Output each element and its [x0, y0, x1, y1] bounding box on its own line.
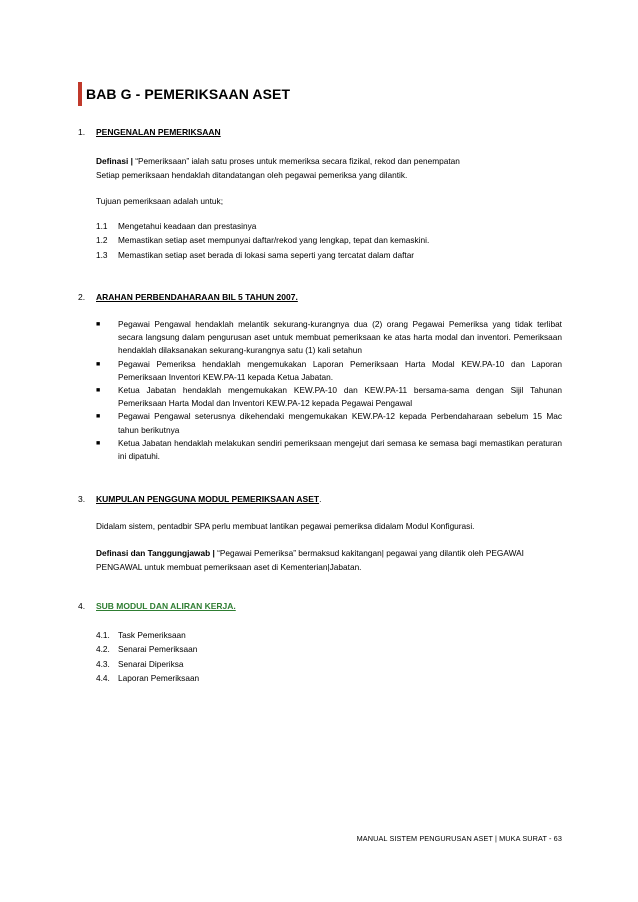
bullet-item: ■ Pegawai Pengawal seterusnya dikehendaki mengemukakan KEW.PA-12 kepada Perbendaharaan sebelum 15 Mac tahun berikutnya [96, 411, 562, 435]
square-bullet-icon: ■ [96, 387, 101, 395]
definition-label: Definasi dan Tanggungjawab | [96, 548, 215, 558]
section-4-list [96, 628, 199, 685]
section-2-heading [96, 292, 298, 302]
definition-text-2: Setiap pemeriksaan hendaklah ditandatangan oleh pegawai pemeriksa yang dilantik. [96, 170, 408, 180]
list-item: 4.3. Senarai Diperiksa [96, 658, 184, 669]
bullet-item: ■ Pegawai Pemeriksa hendaklah mengemukakan Laporan Pemeriksaan Harta Modal KEW.PA-10 dan Laporan Pemeriksaan Inventori KEW.PA-11 kepada Ketua Jabatan. [96, 358, 562, 382]
section-1-heading [96, 127, 221, 137]
list-item: 1.3 Memastikan setiap aset berada di lokasi sama seperti yang tercatat dalam daftar [96, 249, 415, 260]
page-footer: MANUAL SISTEM PENGURUSAN ASET | MUKA SURAT - 63 [356, 834, 562, 843]
list-item: 1.1 Mengetahui keadaan dan prestasinya [96, 221, 257, 231]
bullet-item: ■ Ketua Jabatan hendaklah mengemukakan KEW.PA-10 dan KEW.PA-11 bersama-sama dengan Sijil Tahunan Pemeriksaan Harta Modal dan Inventori KEW.PA-12 kepada Pegawai Pengawal [96, 385, 562, 409]
square-bullet-icon: ■ [96, 439, 101, 447]
chapter-title-block [78, 82, 290, 106]
list-item: 4.2. Senarai Pemeriksaan [96, 644, 198, 655]
section-1-purpose: Tujuan pemeriksaan adalah untuk; [96, 196, 223, 206]
list-item: 4.4. Laporan Pemeriksaan [96, 672, 200, 683]
chapter-title: BAB G - PEMERIKSAAN ASET [86, 86, 291, 102]
bullet-item: ■ Pegawai Pengawal hendaklah melantik sekurang-kurangnya dua (2) orang Pegawai Pemeriksa yang tidak terlibat secara langsung dalam pengurusan aset untuk membuat pemeriksaan ke atas harta modal dan inventori. Pemeriksaan hendaklah dilaksanakan sekurang-kurangnya satu (1) kali setahun [96, 319, 562, 356]
section-1-list [96, 219, 429, 262]
definition-text: “Pegawai Pemeriksa” bermaksud kakitangan| pegawai yang dilantik oleh PEGAWAI [214, 548, 524, 558]
section-1-number: 1. [78, 127, 86, 137]
section-2-number: 2. [78, 292, 86, 302]
section-4-heading [96, 601, 236, 611]
section-3-number: 3. [78, 494, 86, 504]
definition-text-2: PENGAWAL untuk membuat pemeriksaan aset di Kementerian|Jabatan. [96, 562, 362, 572]
section-3-heading: KUMPULAN PENGGUNA MODUL PEMERIKSAAN ASET. [96, 494, 322, 504]
definition-label: Definasi | [96, 156, 133, 166]
section-2-bullet-list [96, 318, 562, 463]
square-bullet-icon: ■ [96, 413, 101, 421]
square-bullet-icon: ■ [96, 321, 101, 328]
list-item: 1.2 Memastikan setiap aset mempunyai daftar/rekod yang lengkap, tepat dan kemaskini. [96, 235, 430, 246]
section-1-definition [96, 154, 561, 182]
bullet-item: ■ Ketua Jabatan hendaklah melakukan sendiri pemeriksaan mengejut dari semasa ke semasa bagi memastikan peraturan ini dipatuhi. [96, 437, 562, 462]
section-1-heading-text: PENGENALAN PEMERIKSAAN [96, 127, 221, 137]
square-bullet-icon: ■ [96, 360, 101, 368]
section-4-heading-text: SUB MODUL DAN ALIRAN KERJA. [96, 601, 236, 611]
list-item: 4.1. Task Pemeriksaan [96, 630, 186, 640]
definition-text: “Pemeriksaan” ialah satu proses untuk memeriksa secara fizikal, rekod dan penempatan [132, 156, 460, 166]
section-3-definition [96, 546, 561, 574]
section-2-heading-text: ARAHAN PERBENDAHARAAN BIL 5 TAHUN 2007. [96, 292, 298, 302]
section-3-paragraph: Didalam sistem, pentadbir SPA perlu membuat lantikan pegawai pemeriksa didalam Modul Konfigurasi. [96, 521, 475, 531]
section-4-number: 4. [78, 601, 86, 611]
title-accent-bar [78, 82, 82, 106]
section-3-heading-text: KUMPULAN PENGGUNA MODUL PEMERIKSAAN ASET [96, 494, 320, 504]
